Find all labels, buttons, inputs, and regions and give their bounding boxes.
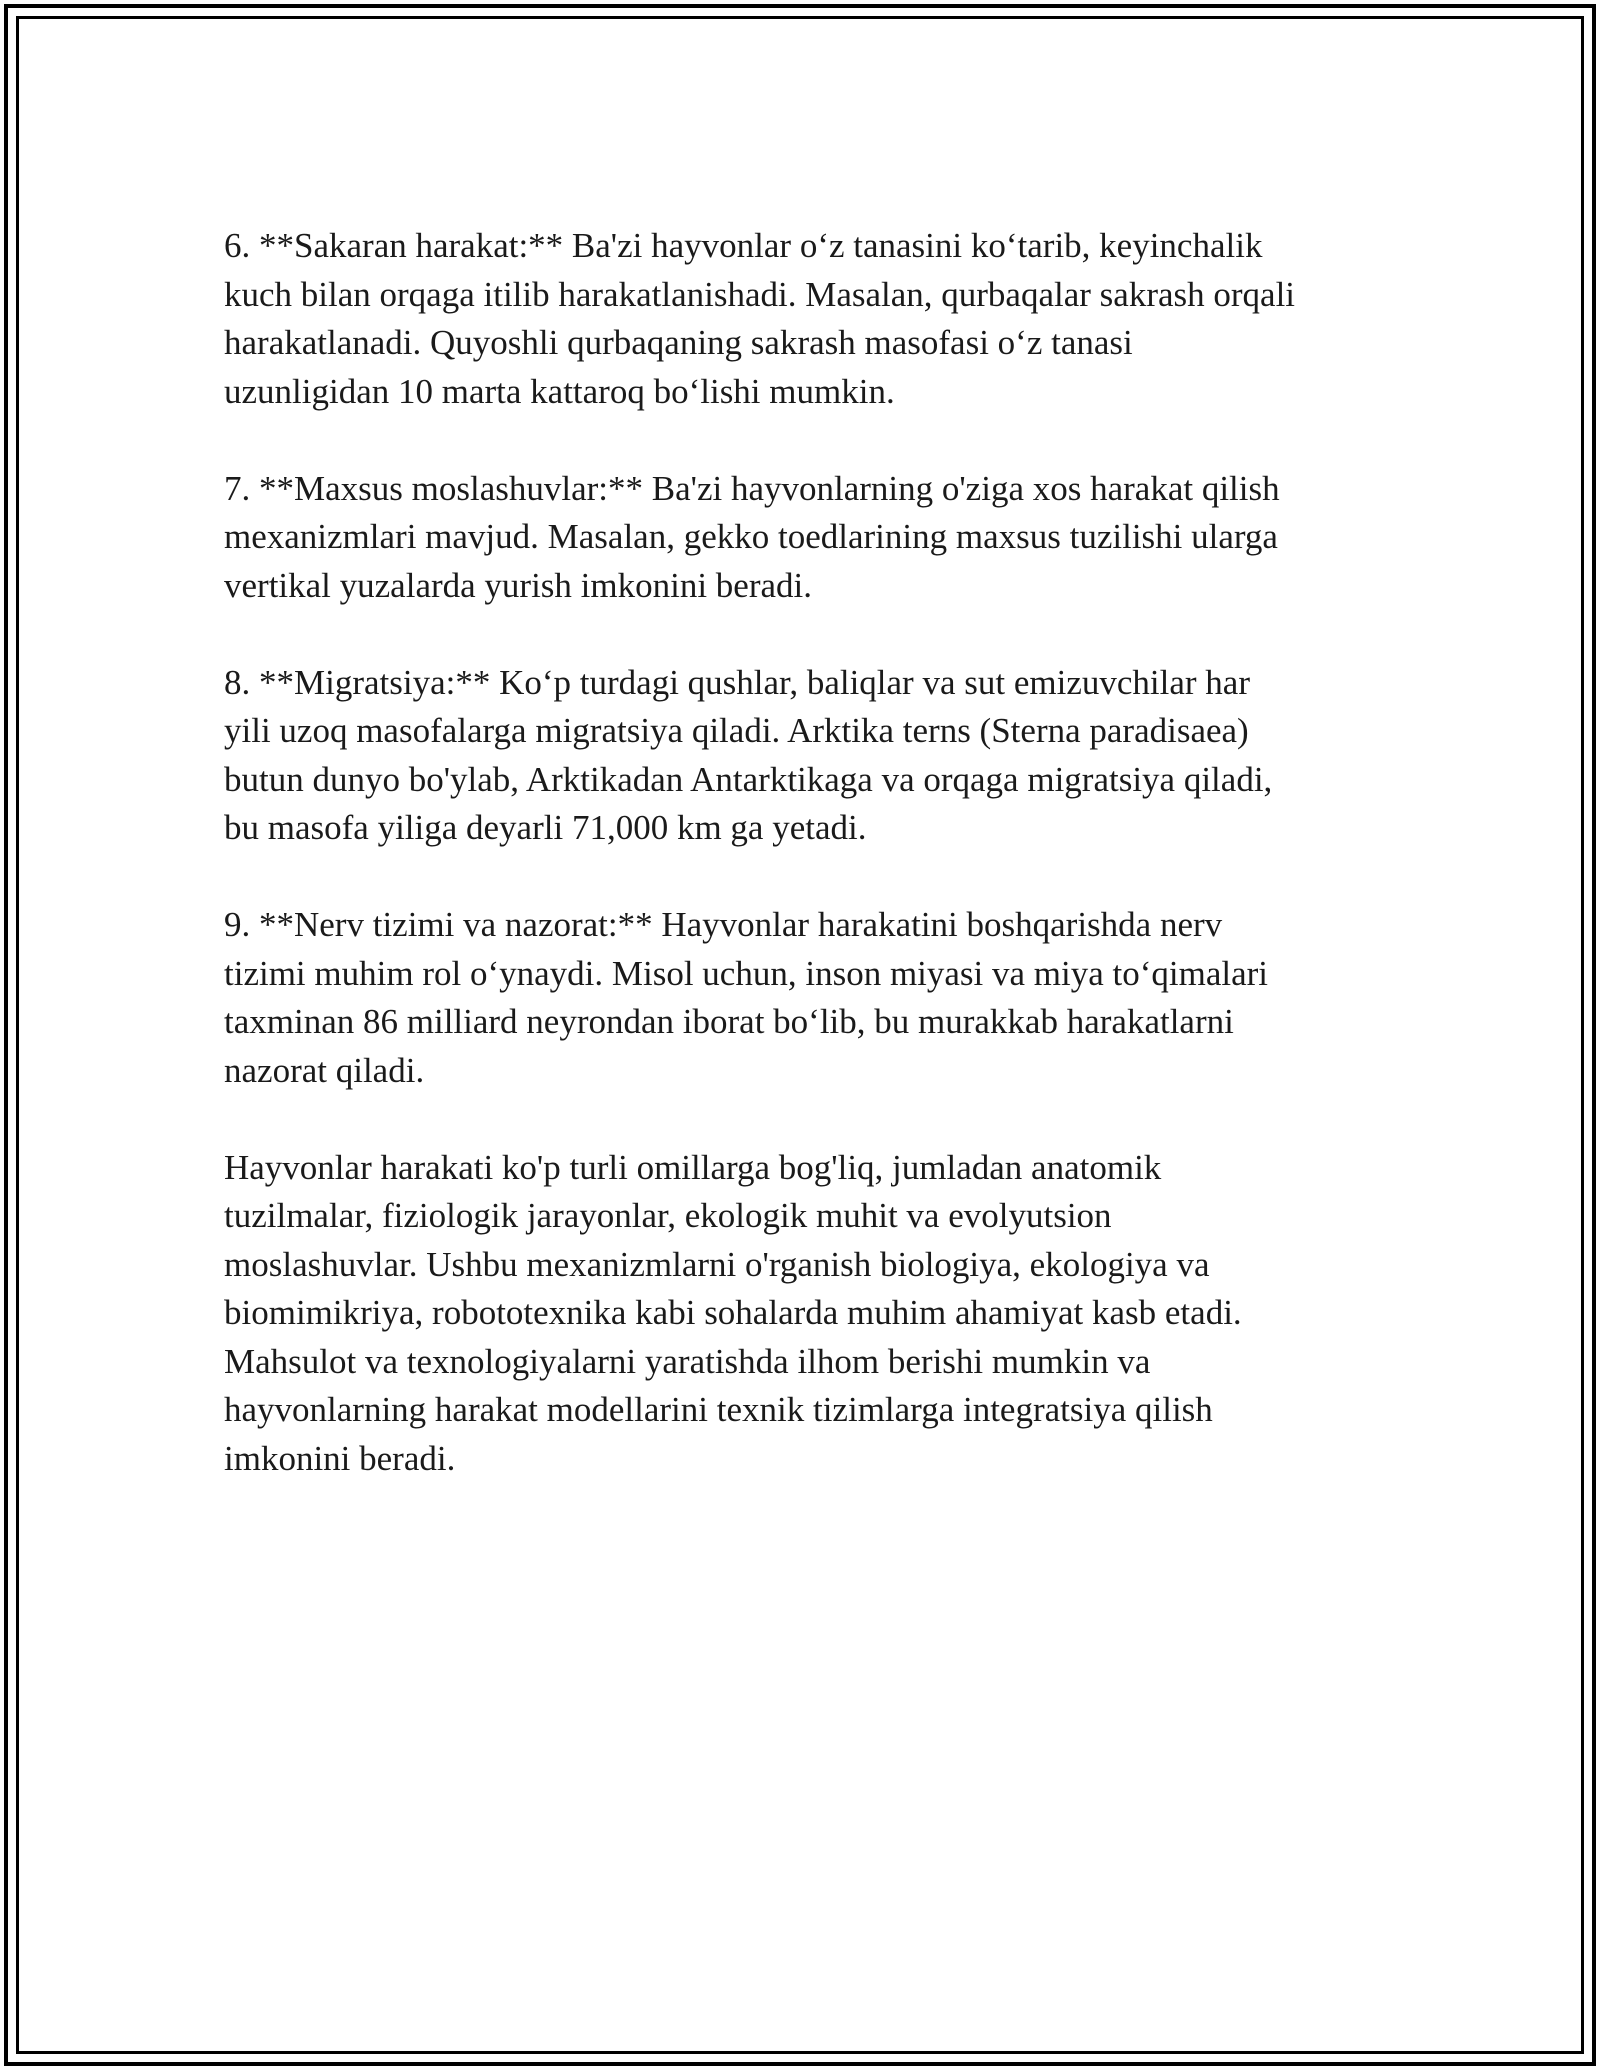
text-line: tuzilmalar, fiziologik jarayonlar, ekologik muhit va evolyutsion — [224, 1196, 1112, 1235]
text-line: taxminan 86 milliard neyrondan iborat bo‘lib, bu murakkab harakatlarni — [224, 1002, 1234, 1041]
paragraph-nerv-tizimi — [224, 901, 1374, 1095]
text-line: hayvonlarning harakat modellarini texnik tizimlarga integratsiya qilish — [224, 1390, 1213, 1429]
text-line: 6. **Sakaran harakat:** Ba'zi hayvonlar o‘z tanasini ko‘tarib, keyinchalik — [224, 226, 1263, 265]
text-line: vertikal yuzalarda yurish imkonini beradi. — [224, 565, 813, 605]
text-line: Hayvonlar harakati ko'p turli omillarga bog'liq, jumladan anatomik — [224, 1147, 1162, 1187]
text-line: bu masofa yiliga deyarli 71,000 km ga yetadi. — [224, 808, 867, 847]
text-line: moslashuvlar. Ushbu mexanizmlarni o'rganish biologiya, ekologiya va — [224, 1244, 1210, 1284]
text-line: tizimi muhim rol o‘ynaydi. Misol uchun, inson miyasi va miya to‘qimalari — [224, 953, 1269, 993]
text-line: Mahsulot va texnologiyalarni yaratishda ilhom berishi mumkin va — [224, 1341, 1151, 1381]
text-line: harakatlanadi. Quyoshli qurbaqaning sakrash masofasi o‘z tanasi — [224, 323, 1133, 362]
text-line: yili uzoq masofalarga migratsiya qiladi. Arktika terns (Sterna paradisaea) — [224, 711, 1249, 750]
paragraph-maxsus-moslashuvlar — [224, 465, 1374, 611]
paragraph-sakaran-harakat — [224, 222, 1374, 416]
paragraph-conclusion — [224, 1144, 1374, 1484]
text-line: uzunligidan 10 marta kattaroq bo‘lishi mumkin. — [224, 371, 895, 411]
text-line: 7. **Maxsus moslashuvlar:** Ba'zi hayvonlarning o'ziga xos harakat qilish — [224, 468, 1280, 508]
text-line: kuch bilan orqaga itilib harakatlanishadi. Masalan, qurbaqalar sakrash orqali — [224, 274, 1296, 314]
text-line: 9. **Nerv tizimi va nazorat:** Hayvonlar harakatini boshqarishda nerv — [224, 905, 1223, 944]
text-line: nazorat qiladi. — [224, 1050, 425, 1090]
text-line: mexanizmlari mavjud. Masalan, gekko toedlarining maxsus tuzilishi ularga — [224, 517, 1278, 556]
text-line: butun dunyo bo'ylab, Arktikadan Antarktikaga va orqaga migratsiya qiladi, — [224, 759, 1273, 799]
document-body — [224, 222, 1374, 1532]
text-line: imkonini beradi. — [224, 1438, 456, 1478]
text-line: 8. **Migratsiya:** Ko‘p turdagi qushlar, baliqlar va sut emizuvchilar har — [224, 662, 1250, 702]
paragraph-migratsiya — [224, 659, 1374, 853]
text-line: biomimikriya, robototexnika kabi sohalarda muhim ahamiyat kasb etadi. — [224, 1293, 1242, 1332]
